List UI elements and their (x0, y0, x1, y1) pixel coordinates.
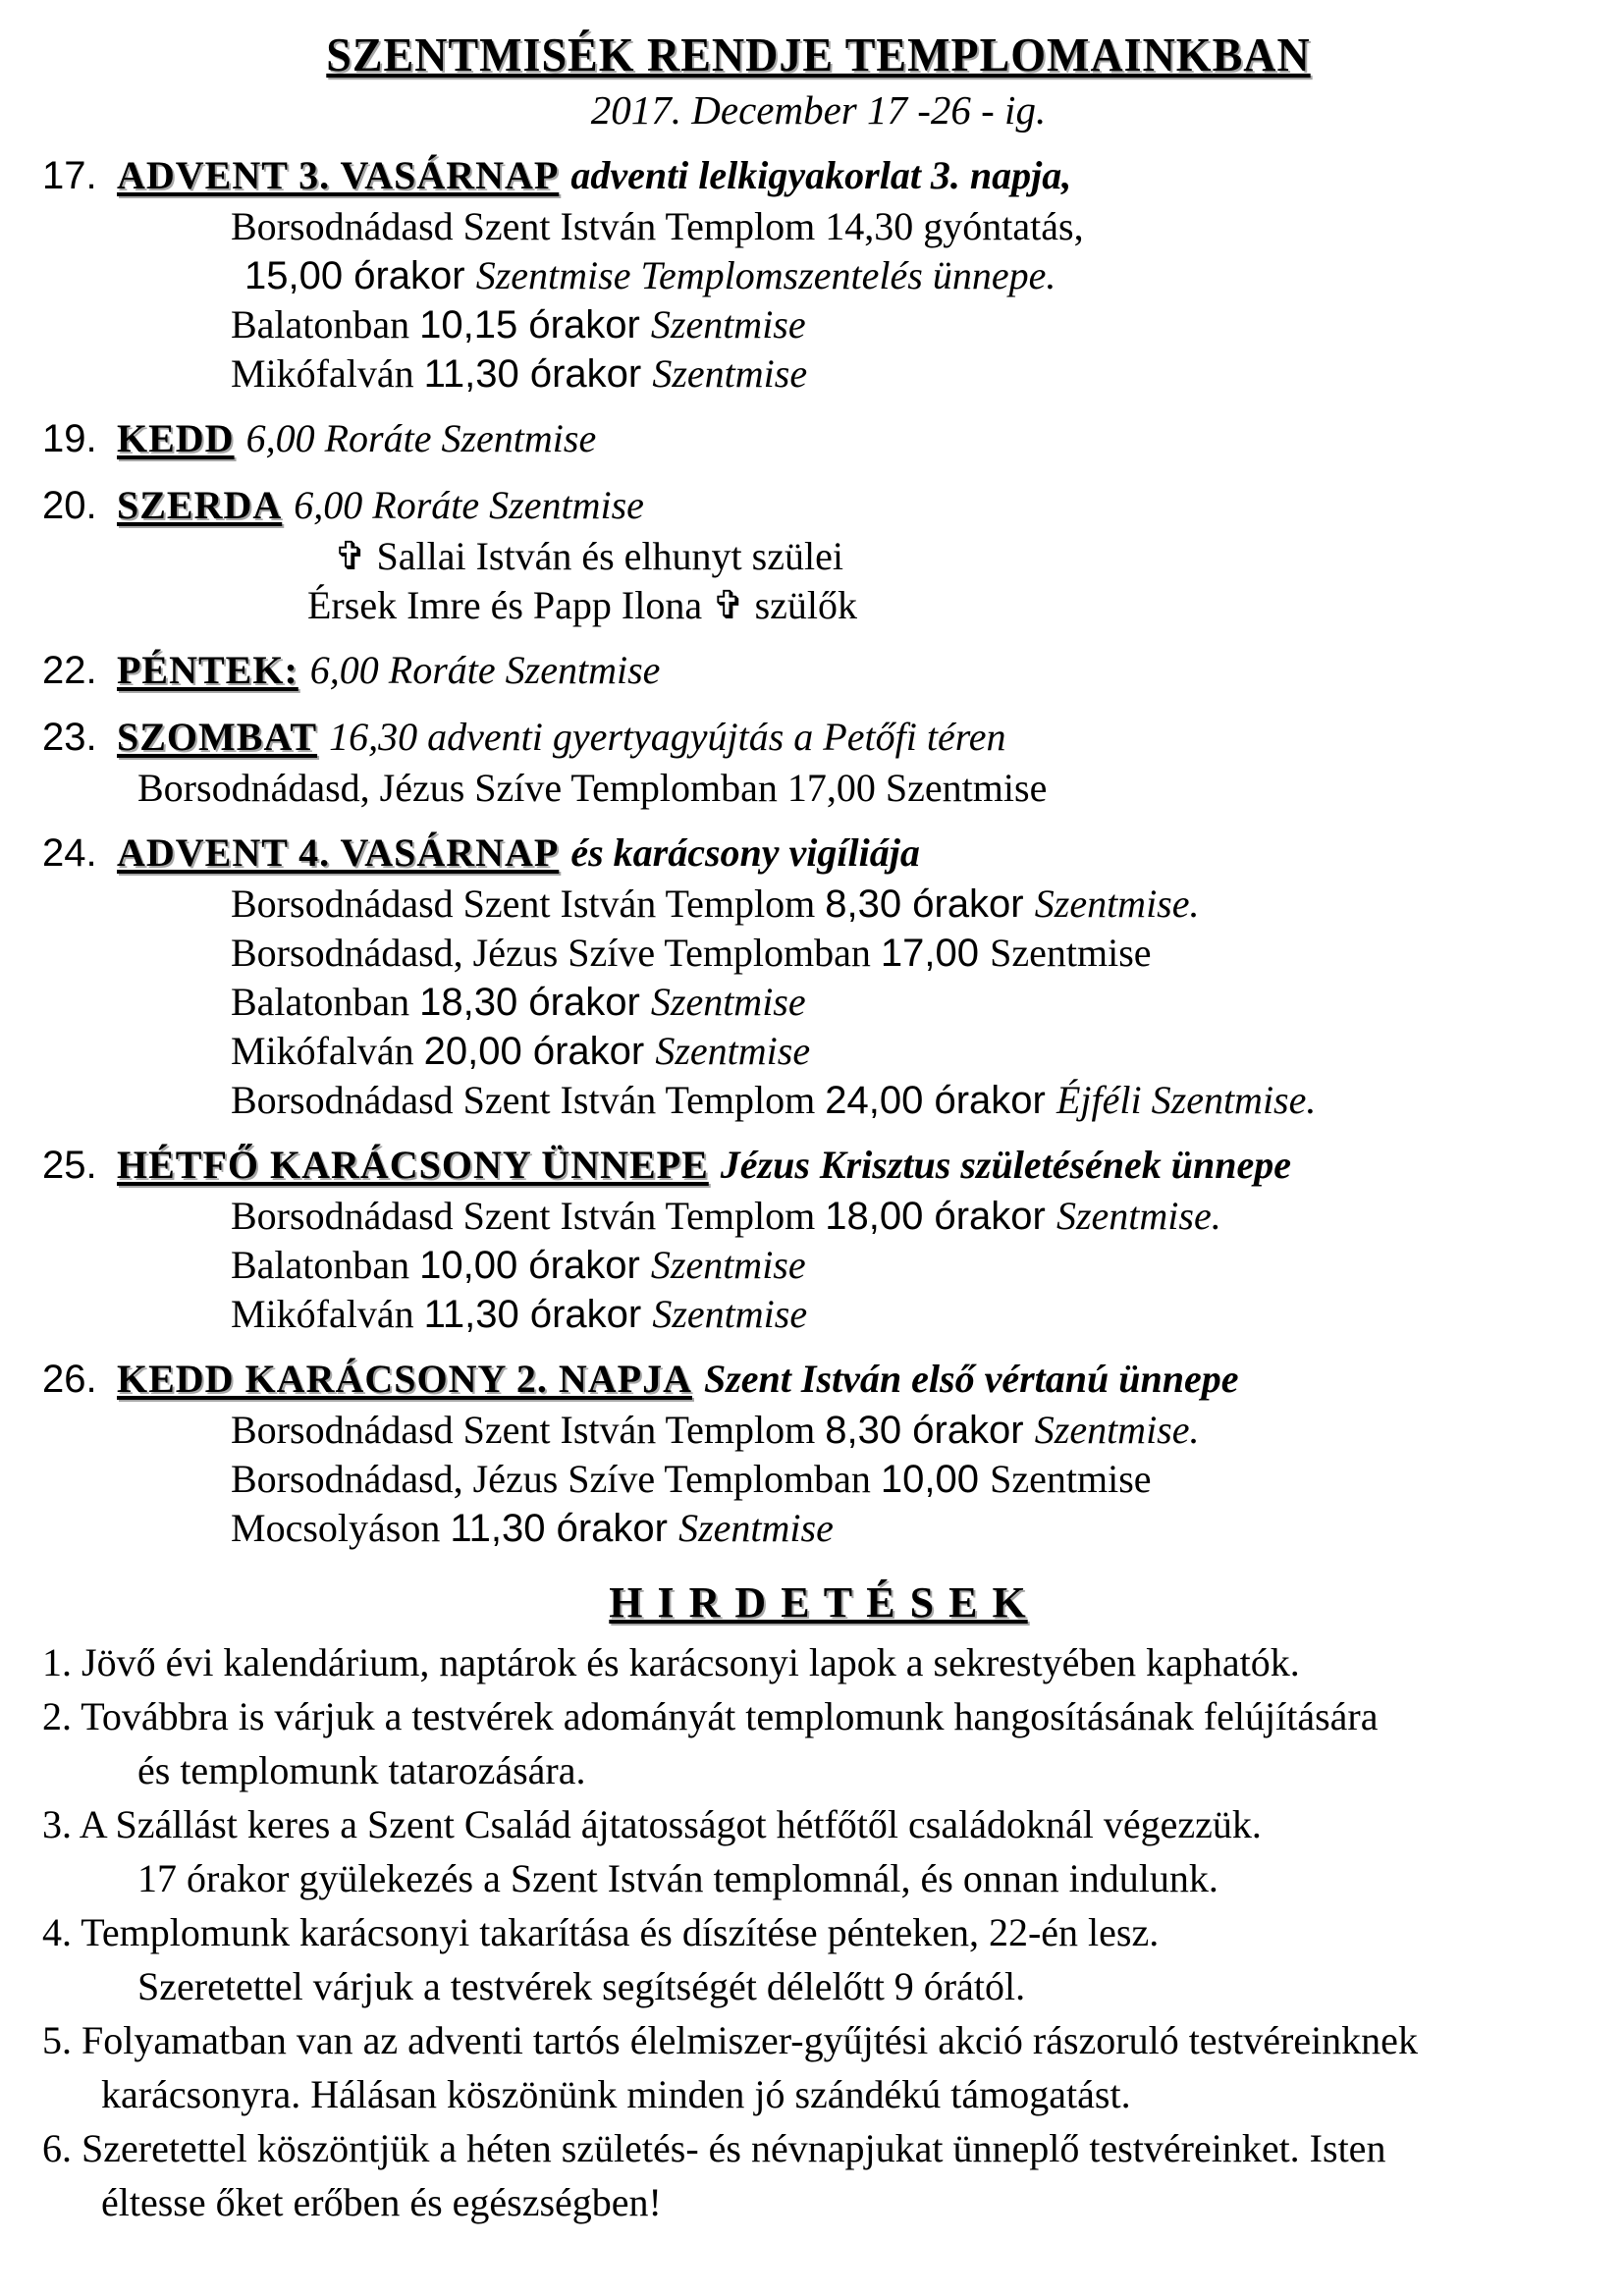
schedule-line (231, 978, 1595, 1027)
location-text: Borsodnádasd Szent István Templom (231, 881, 826, 926)
announcement-number: 2. (42, 1694, 72, 1738)
schedule-day-25 (42, 1139, 1595, 1339)
time-text: 8,30 órakor (825, 1409, 1035, 1452)
day-name: KEDD KARÁCSONY 2. NAPJA (117, 1357, 692, 1401)
announcement-text: Szeretettel várjuk a testvérek segítségét délelőtt 9 órától. (137, 1964, 1026, 2008)
day-number: 19. (42, 417, 97, 460)
announcement-number: 1. (42, 1640, 72, 1684)
announcement-continuation (137, 1959, 1595, 2013)
location-text: Borsodnádasd, Jézus Szíve Templomban (231, 1457, 881, 1501)
mass-text: Szentmise Templomszentelés ünnepe. (475, 253, 1056, 297)
announcement-text: 17 órakor gyülekezés a Szent István templomnál, és onnan indulunk. (137, 1856, 1218, 1900)
time-text: 8,30 órakor (825, 882, 1035, 926)
announcement-continuation (137, 1851, 1595, 1905)
time-text: 10,15 órakor (419, 303, 651, 347)
announcement-text: Templomunk karácsonyi takarítása és díszítése pénteken, 22-én lesz. (81, 1910, 1160, 1954)
announcement-text: Továbbra is várjuk a testvérek adományát templomunk hangosításának felújítására (81, 1694, 1379, 1738)
mass-text: Szentmise (990, 931, 1152, 975)
time-text: 15,00 órakor (244, 254, 476, 297)
day-note: és karácsony vigíliája (570, 830, 920, 875)
mass-text: Szentmise (650, 1243, 806, 1287)
mass-text: Szentmise (990, 1457, 1152, 1501)
day-number: 22. (42, 649, 97, 692)
schedule-day-23 (42, 711, 1595, 813)
time-text: 17,00 (880, 932, 991, 975)
day-name: ADVENT 3. VASÁRNAP (117, 153, 560, 197)
announcement-continuation (101, 2067, 1595, 2121)
location-text: Balatonban (231, 980, 420, 1024)
announcements-title: H I R D E T É S E K (609, 1578, 1028, 1627)
time-text: 10,00 (880, 1458, 991, 1501)
schedule-day-19 (42, 412, 1595, 465)
schedule-day-17 (42, 149, 1595, 399)
announcement-text: A Szállást keres a Szent Család ájtatosságot hétfőtől családoknál végezzük. (79, 1802, 1262, 1846)
announcement-item (42, 2121, 1595, 2175)
intention-text: Érsek Imre és Papp Ilona ✞ szülők (307, 583, 858, 627)
location-text: Borsodnádasd, Jézus Szíve Templomban (231, 931, 881, 975)
announcement-text: karácsonyra. Hálásan köszönünk minden jó szándékú támogatást. (101, 2072, 1131, 2116)
schedule-line (137, 764, 1595, 813)
intention-line (307, 581, 1595, 630)
page-title: SZENTMISÉK RENDJE TEMPLOMAINKBAN (326, 27, 1311, 81)
announcements-section (42, 1571, 1595, 2229)
day-heading (42, 149, 1595, 202)
day-number: 26. (42, 1358, 97, 1401)
mass-text: Szentmise. (1034, 1408, 1200, 1452)
announcement-continuation (101, 2175, 1595, 2229)
day-heading (42, 479, 1595, 532)
day-number: 17. (42, 154, 97, 197)
time-text: 11,30 órakor (450, 1507, 679, 1550)
mass-text: Szentmise (678, 1506, 834, 1550)
announcement-item (42, 1905, 1595, 1959)
announcement-item (42, 1797, 1595, 1851)
schedule-line (231, 1406, 1595, 1455)
announcement-number: 4. (42, 1910, 72, 1954)
mass-text: Szentmise (655, 1029, 811, 1073)
location-text: Borsodnádasd Szent István Templom 14,30 gyóntatás, (231, 204, 1084, 248)
day-note: adventi lelkigyakorlat 3. napja, (570, 153, 1072, 197)
location-text: Balatonban (231, 302, 420, 347)
day-heading (42, 644, 1595, 697)
schedule-day-20 (42, 479, 1595, 630)
day-number: 24. (42, 831, 97, 875)
intention-line (334, 532, 1595, 581)
location-text: Mikófalván (231, 351, 424, 396)
mass-text: Szentmise (650, 302, 806, 347)
announcement-item (42, 1689, 1595, 1743)
announcement-text: Szeretettel köszöntjük a héten születés- és névnapjukat ünneplő testvéreinket. Isten (81, 2126, 1386, 2170)
location-text: Mocsolyáson (231, 1506, 451, 1550)
location-text: Borsodnádasd, Jézus Szíve Templomban 17,00 Szentmise (137, 766, 1048, 810)
mass-text: Szentmise. (1034, 881, 1200, 926)
day-name: PÉNTEK: (117, 648, 298, 692)
schedule-day-24 (42, 827, 1595, 1125)
intention-text: ✞ Sallai István és elhunyt szülei (334, 534, 843, 578)
schedule-line (231, 1455, 1595, 1504)
day-number: 25. (42, 1144, 97, 1187)
mass-text: Szentmise. (1056, 1194, 1221, 1238)
mass-text: Szentmise (652, 1292, 808, 1336)
time-text: 11,30 órakor (423, 352, 653, 396)
page-subtitle: 2017. December 17 -26 - ig. (590, 87, 1047, 133)
location-text: Balatonban (231, 1243, 420, 1287)
day-name: SZERDA (117, 483, 283, 527)
day-note: Jézus Krisztus születésének ünnepe (720, 1143, 1292, 1187)
schedule-line (231, 1076, 1595, 1125)
schedule-line (231, 880, 1595, 929)
day-heading (42, 1353, 1595, 1406)
day-heading (42, 412, 1595, 465)
day-note: 6,00 Roráte Szentmise (309, 648, 661, 692)
time-text: 18,30 órakor (419, 981, 651, 1024)
announcement-number: 5. (42, 2018, 72, 2062)
schedule-line (231, 349, 1595, 399)
announcement-text: és templomunk tatarozására. (137, 1748, 586, 1792)
location-text: Mikófalván (231, 1292, 424, 1336)
schedule-day-26 (42, 1353, 1595, 1553)
day-number: 20. (42, 484, 97, 527)
announcement-text: Folyamatban van az adventi tartós élelmiszer-gyűjtési akció rászoruló testvéreinknek (81, 2018, 1418, 2062)
announcement-number: 6. (42, 2126, 72, 2170)
announcement-number: 3. (42, 1802, 72, 1846)
schedule-line (231, 202, 1595, 251)
day-number: 23. (42, 716, 97, 759)
day-note: 6,00 Roráte Szentmise (294, 483, 644, 527)
announcement-text: Jövő évi kalendárium, naptárok és karácsonyi lapok a sekrestyében kaphatók. (81, 1640, 1300, 1684)
time-text: 24,00 órakor (825, 1079, 1056, 1122)
announcement-item (42, 2013, 1595, 2067)
time-text: 10,00 órakor (419, 1244, 651, 1287)
schedule-line (231, 1504, 1595, 1553)
day-heading (42, 711, 1595, 764)
schedule-line (231, 929, 1595, 978)
mass-text: Éjféli Szentmise. (1056, 1078, 1317, 1122)
day-heading (42, 1139, 1595, 1192)
announcement-item (42, 1635, 1595, 1689)
day-note: 16,30 adventi gyertyagyújtás a Petőfi téren (329, 715, 1006, 759)
announcement-text: éltesse őket erőben és egészségben! (101, 2180, 662, 2224)
schedule-line (231, 1192, 1595, 1241)
mass-text: Szentmise (650, 980, 806, 1024)
schedule-line (231, 300, 1595, 349)
mass-text: Szentmise (652, 351, 808, 396)
schedule-line (231, 1241, 1595, 1290)
schedule-line (244, 251, 1595, 300)
day-note: 6,00 Roráte Szentmise (245, 416, 597, 460)
location-text: Mikófalván (231, 1029, 424, 1073)
location-text: Borsodnádasd Szent István Templom (231, 1194, 826, 1238)
location-text: Borsodnádasd Szent István Templom (231, 1078, 826, 1122)
location-text: Borsodnádasd Szent István Templom (231, 1408, 826, 1452)
day-name: SZOMBAT (117, 715, 318, 759)
time-text: 11,30 órakor (423, 1293, 653, 1336)
schedule-day-22 (42, 644, 1595, 697)
time-text: 20,00 órakor (423, 1030, 656, 1073)
day-name: ADVENT 4. VASÁRNAP (117, 830, 560, 875)
schedule-line (231, 1290, 1595, 1339)
time-text: 18,00 órakor (825, 1195, 1056, 1238)
schedule-line (231, 1027, 1595, 1076)
day-heading (42, 827, 1595, 880)
day-note: Szent István első vértanú ünnepe (703, 1357, 1239, 1401)
day-name: HÉTFŐ KARÁCSONY ÜNNEPE (117, 1143, 709, 1187)
announcement-continuation (137, 1743, 1595, 1797)
day-name: KEDD (117, 416, 235, 460)
